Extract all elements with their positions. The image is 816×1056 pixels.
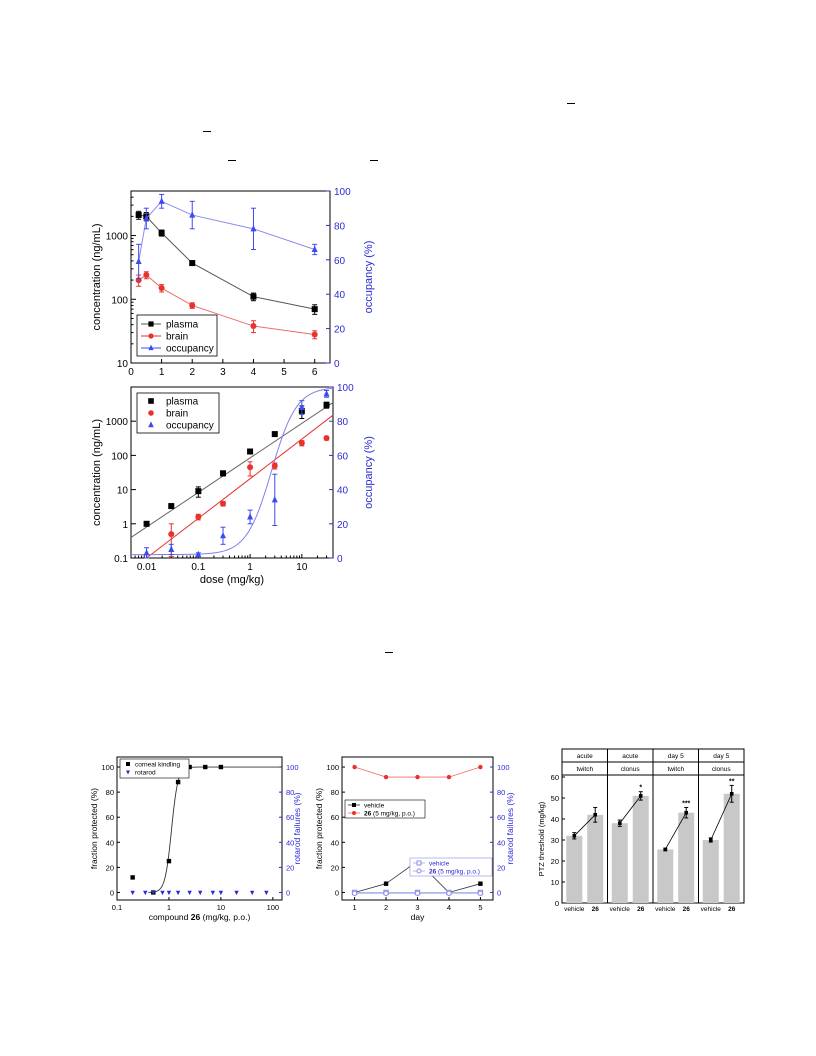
legend-label: corneal kindling (135, 761, 181, 769)
x-tick-label: 10 (296, 562, 308, 573)
y-tick-label: 0.1 (114, 554, 128, 565)
y2-tick-label: 80 (286, 788, 295, 798)
y2-tick-label: 100 (334, 187, 351, 198)
x-tick-label: 10 (216, 903, 226, 912)
x-axis-label: dose (mg/kg) (199, 574, 265, 586)
group-header: acute (622, 753, 639, 760)
y-tick-label: 80 (330, 788, 339, 798)
legend-label: brain (166, 331, 189, 343)
y-tick-label: 100 (101, 763, 114, 773)
y-tick-label: 10 (116, 485, 128, 497)
legend-label-rest: (5 mg/kg, p.o.) (436, 868, 480, 876)
x-axis-label: day (410, 912, 425, 922)
y-tick-label: 60 (550, 773, 559, 782)
y2-tick-label: 20 (337, 519, 349, 531)
y2-axis-label: occupancy (%) (363, 240, 375, 314)
y-tick-label: 40 (330, 838, 339, 848)
group-subheader: twitch (667, 766, 685, 773)
x-tick-label: 0.1 (191, 562, 206, 573)
x-tick-label: 3 (415, 903, 420, 912)
x-axis-label-part: (mg/kg, p.o.) (200, 912, 251, 922)
legend-label: plasma (166, 319, 199, 331)
y-tick-label: 30 (550, 836, 559, 845)
y-tick-label: 100 (111, 451, 128, 463)
y2-tick-label: 40 (497, 838, 506, 848)
y-axis-label: PTZ threshold (mg/kg) (537, 801, 546, 877)
x-category-label: vehicle (564, 906, 585, 913)
group-subheader: clonus (620, 766, 640, 773)
x-category-label: 26 (637, 906, 645, 913)
bar (657, 849, 673, 903)
legend-label-bold: 26 (429, 868, 437, 876)
x-tick-label: 0 (128, 367, 134, 378)
y2-tick-label: 40 (334, 290, 346, 302)
x-tick-label: 3 (220, 367, 226, 378)
y-tick-label: 60 (330, 813, 339, 823)
y2-tick-label: 0 (337, 554, 343, 565)
y-tick-label: 100 (326, 763, 339, 773)
bar (612, 823, 628, 903)
group-subheader: clonus (711, 766, 731, 773)
legend-label: plasma (166, 396, 199, 408)
y-axis-label: fraction protected (%) (89, 787, 99, 870)
x-tick-label: 100 (266, 903, 280, 912)
legend-label: vehicle (364, 802, 385, 810)
x-category-label: 26 (728, 906, 736, 913)
y2-tick-label: 100 (337, 383, 354, 394)
x-axis-label-part: compound (148, 912, 191, 922)
y2-tick-label: 60 (337, 451, 349, 463)
bar (633, 796, 649, 903)
legend-label: occupancy (166, 343, 214, 355)
y2-tick-label: 80 (337, 417, 349, 429)
x-tick-label: 5 (281, 367, 287, 378)
x-tick-label: 4 (446, 903, 452, 912)
y-tick-label: 1000 (105, 417, 128, 429)
x-category-label: vehicle (655, 906, 676, 913)
x-tick-label: 1 (158, 367, 165, 378)
y2-tick-label: 80 (334, 221, 346, 233)
y-tick-label: 40 (550, 815, 559, 824)
y2-tick-label: 0 (334, 359, 340, 370)
group-subheader: twitch (576, 766, 594, 773)
y-tick-label: 80 (105, 788, 114, 798)
y-tick-label: 20 (550, 857, 559, 866)
y-tick-label: 20 (105, 863, 114, 873)
y2-tick-label: 40 (286, 838, 295, 848)
x-tick-label: 0.01 (136, 562, 157, 573)
x-category-label: vehicle (700, 906, 721, 913)
y-tick-label: 10 (550, 878, 559, 887)
y-tick-label: 1000 (105, 231, 128, 243)
y-tick-label: 1 (122, 519, 128, 531)
y2-tick-label: 0 (497, 888, 502, 898)
x-category-label: 26 (682, 906, 690, 913)
y2-tick-label: 60 (497, 813, 506, 823)
x-axis-label-part: 26 (190, 912, 201, 922)
y2-axis-label: occupancy (%) (363, 436, 375, 509)
x-tick-label: 2 (189, 367, 196, 378)
y2-tick-label: 100 (497, 763, 510, 773)
legend-label-rest: (5 mg/kg, p.o.) (371, 810, 415, 818)
y-tick-label: 0 (554, 899, 559, 908)
legend-label: occupancy (166, 420, 214, 432)
significance-marker: * (639, 784, 643, 792)
x-tick-label: 1 (166, 903, 172, 912)
y-tick-label: 0 (109, 888, 114, 898)
x-tick-label: 5 (478, 903, 483, 912)
y2-tick-label: 20 (497, 863, 506, 873)
significance-marker: *** (682, 800, 691, 808)
y2-tick-label: 60 (286, 813, 295, 823)
y2-tick-label: 20 (334, 324, 346, 336)
x-category-label: 26 (591, 906, 599, 913)
y2-tick-label: 100 (286, 763, 299, 773)
y-tick-label: 10 (116, 359, 128, 370)
significance-marker: ** (728, 778, 735, 786)
y-axis-label: concentration (ng/mL) (91, 419, 103, 526)
y-tick-label: 60 (105, 813, 114, 823)
y2-tick-label: 80 (497, 788, 506, 798)
bar (566, 836, 582, 903)
y-axis-label: fraction protected (%) (314, 787, 324, 870)
y2-tick-label: 40 (337, 485, 349, 497)
y2-tick-label: 0 (286, 888, 291, 898)
y-tick-label: 50 (550, 794, 559, 803)
legend-label-bold: 26 (364, 810, 372, 818)
y2-axis-label: rotarod failures (%) (292, 792, 302, 865)
y2-axis-label: rotarod failures (%) (505, 792, 515, 865)
x-tick-label: 1 (247, 562, 253, 573)
bar (678, 813, 694, 903)
group-header: acute (576, 753, 593, 760)
y-axis-label: concentration (ng/mL) (91, 223, 103, 331)
bar (724, 794, 740, 903)
y-tick-label: 0 (334, 888, 339, 898)
x-tick-label: 0.1 (111, 903, 123, 912)
y-tick-label: 40 (105, 838, 114, 848)
y2-tick-label: 20 (286, 863, 295, 873)
y-tick-label: 20 (330, 863, 339, 873)
bar (587, 815, 603, 903)
group-header: day 5 (713, 753, 730, 760)
x-tick-label: 2 (383, 903, 389, 912)
group-header: day 5 (667, 753, 684, 760)
y2-tick-label: 60 (334, 255, 346, 267)
x-tick-label: 1 (352, 903, 357, 912)
x-tick-label: 6 (311, 367, 318, 378)
y-tick-label: 100 (111, 295, 128, 307)
legend-label: brain (166, 408, 189, 420)
x-category-label: vehicle (609, 906, 630, 913)
legend-label: rotarod (135, 769, 156, 777)
legend-label: vehicle (429, 860, 450, 868)
x-tick-label: 4 (250, 367, 257, 378)
bar (703, 840, 719, 903)
